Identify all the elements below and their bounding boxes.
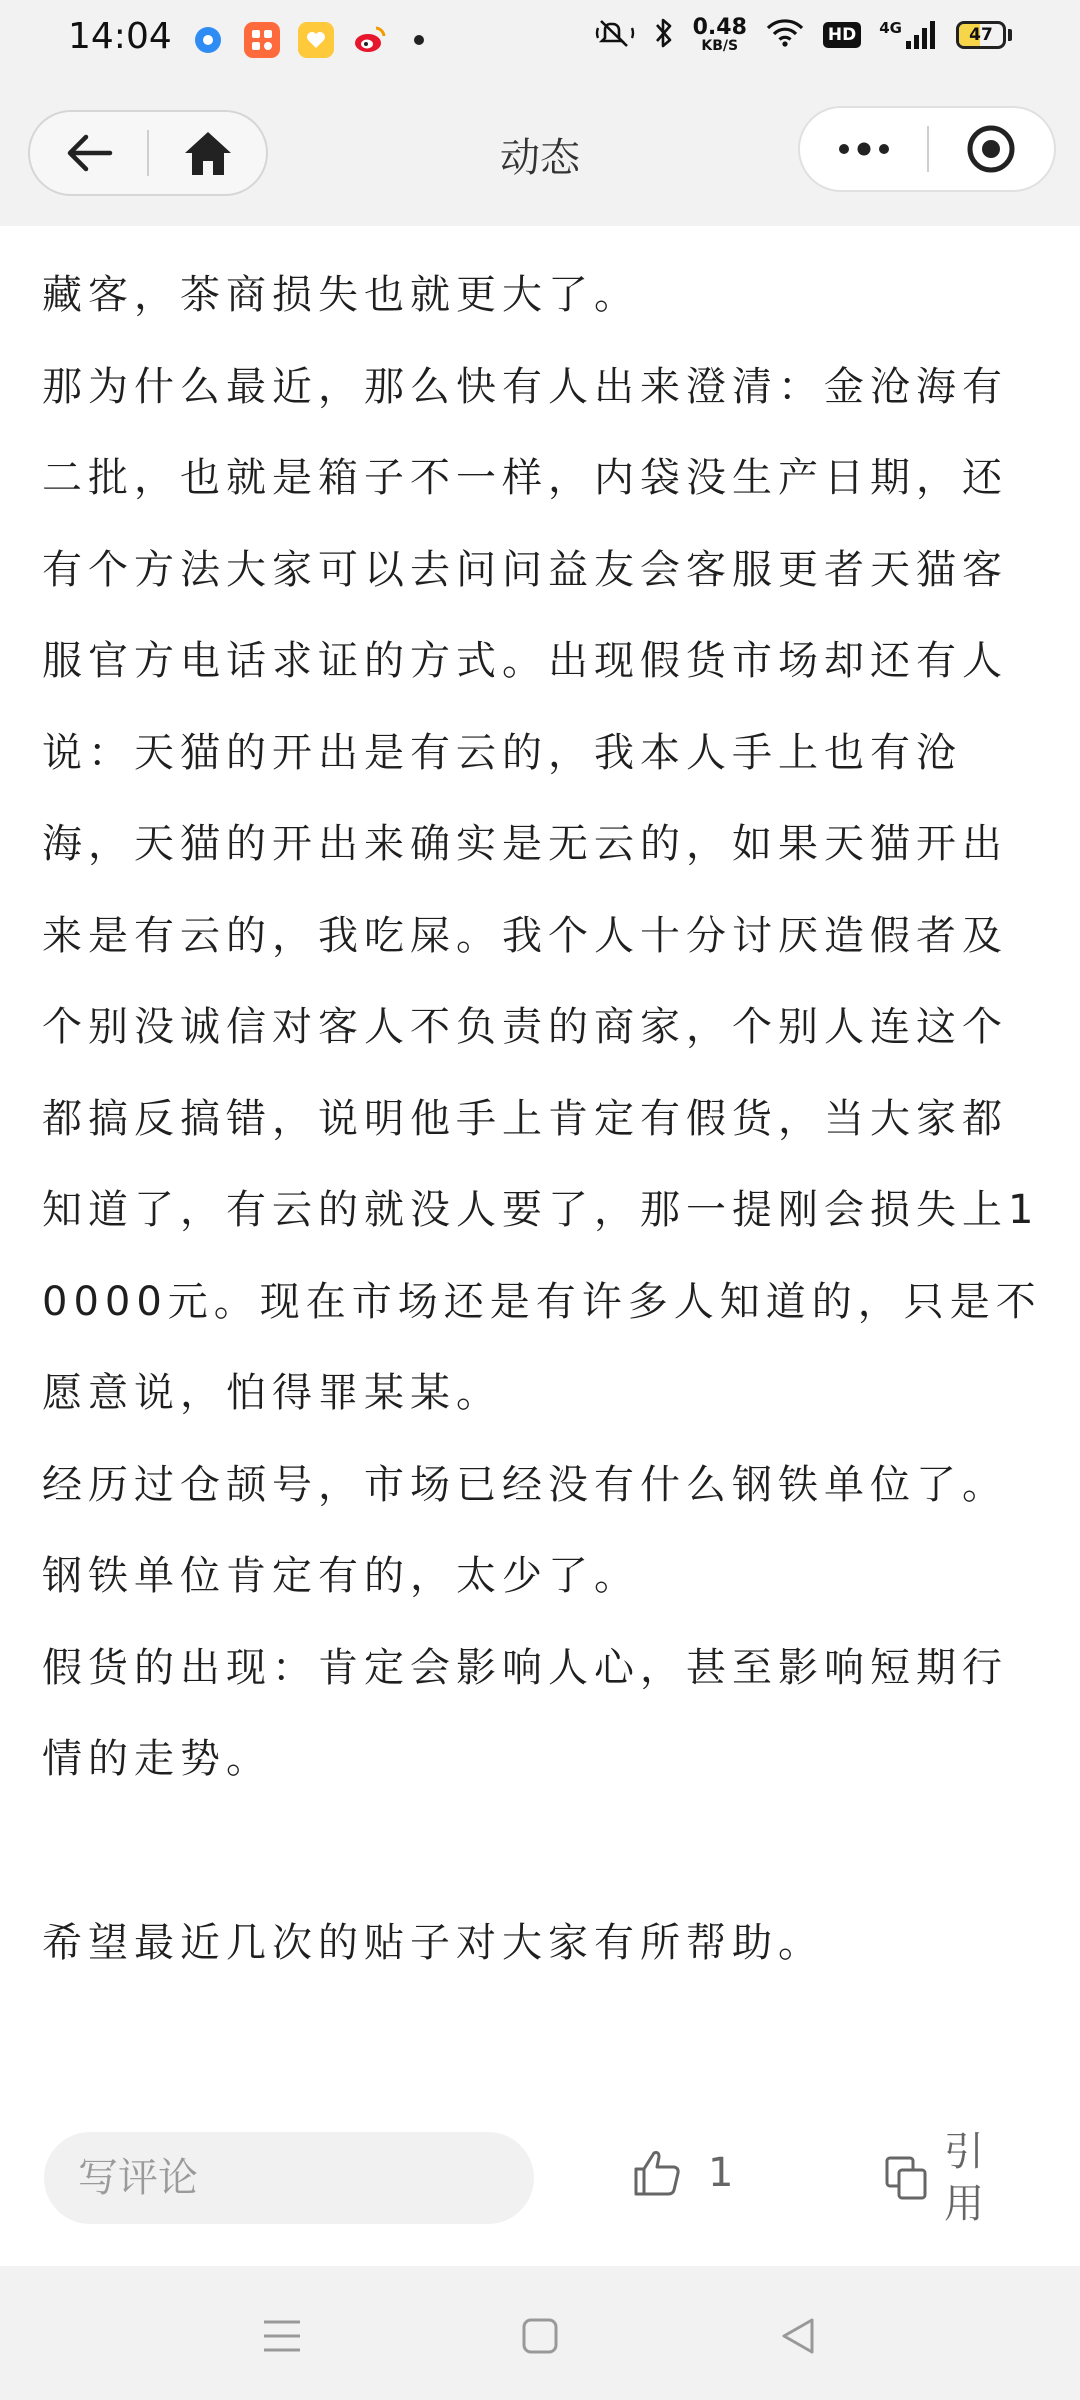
signal-4g-icon [879, 19, 938, 51]
article-paragraph: 经历过仓颉号，市场已经没有什么钢铁单位了。钢铁单位肯定有的，太少了。 [42, 1461, 1008, 1599]
system-nav-bar [0, 2266, 1080, 2400]
yellow-heart-app-icon [298, 22, 334, 58]
square-home-icon [521, 2317, 559, 2355]
system-back-button[interactable] [768, 2306, 828, 2366]
nav-bar [0, 80, 1080, 226]
article-paragraph: 希望最近几次的贴子对大家有所帮助。 [42, 1919, 824, 1966]
paragraph-spacer [42, 1806, 1042, 1898]
hd-badge: HD [823, 22, 861, 48]
status-notification-icons [190, 22, 424, 58]
target-close-icon [965, 123, 1017, 175]
weibo-icon [352, 22, 388, 58]
article-paragraph: 那为什么最近，那么快有人出来澄清：金沧海有二批，也就是箱子不一样，内袋没生产日期，还有个方法大家可以去问问益友会客服更者天猫客服官方电话求证的方式。出现假货市场却还有人说：天猫的开出是有云的，我本人手上也有沧海，天猫的开出来确实是无云的，如果天猫开出来是有云的，我吃屎。我个人十分讨厌造假者及个别没诚信对客人不负责的商家，个别人连这个都搞反搞错，说明他手上肯定有假货，当大家都知道了，有云的就没人要了，那一提刚会损失上10000元。现在市场还是有许多人知道的，只是不愿意说，怕得罪某某。 [42, 363, 1042, 1416]
blue-dot-app-icon [190, 22, 226, 58]
article-paragraph: 假货的出现：肯定会影响人心，甚至影响短期行情的走势。 [42, 1644, 1008, 1782]
system-home-button[interactable] [510, 2306, 570, 2366]
quote-copy-icon [884, 2155, 928, 2201]
status-bar [0, 0, 1080, 80]
network-speed [693, 17, 747, 53]
status-time: 14:04 [68, 16, 172, 57]
like-button[interactable] [632, 2148, 733, 2198]
article-paragraph: 藏客，茶商损失也就更大了。 [42, 272, 640, 318]
network-speed-unit: KB/S [701, 38, 739, 54]
orange-grid-app-icon [244, 22, 280, 58]
bottom-action-bar [0, 2108, 1080, 2260]
signal-type-label: 4G [879, 19, 902, 37]
more-dots-icon [837, 141, 891, 157]
quote-label: 引用 [944, 2129, 984, 2227]
comment-input[interactable]: 写评论 [44, 2132, 534, 2224]
close-miniprogram-button[interactable] [929, 108, 1054, 190]
bluetooth-icon [653, 16, 675, 54]
more-options-button[interactable] [800, 108, 927, 190]
battery-indicator [956, 21, 1012, 49]
nav-right-capsule [798, 106, 1056, 192]
page-title: 动态 [500, 135, 580, 181]
status-system-icons [595, 16, 1012, 54]
quote-button[interactable] [884, 2126, 986, 2230]
battery-level: 47 [969, 25, 993, 45]
article-body [42, 250, 1042, 1989]
wifi-icon [765, 17, 805, 53]
thumbs-up-icon [632, 2148, 682, 2198]
more-notifications-dot-icon [414, 35, 424, 45]
triangle-back-icon [778, 2316, 818, 2356]
menu-lines-icon [262, 2318, 302, 2354]
network-speed-value: 0.48 [692, 15, 747, 40]
recent-apps-button[interactable] [252, 2306, 312, 2366]
mute-icon [595, 16, 635, 54]
like-count: 1 [708, 2150, 734, 2196]
